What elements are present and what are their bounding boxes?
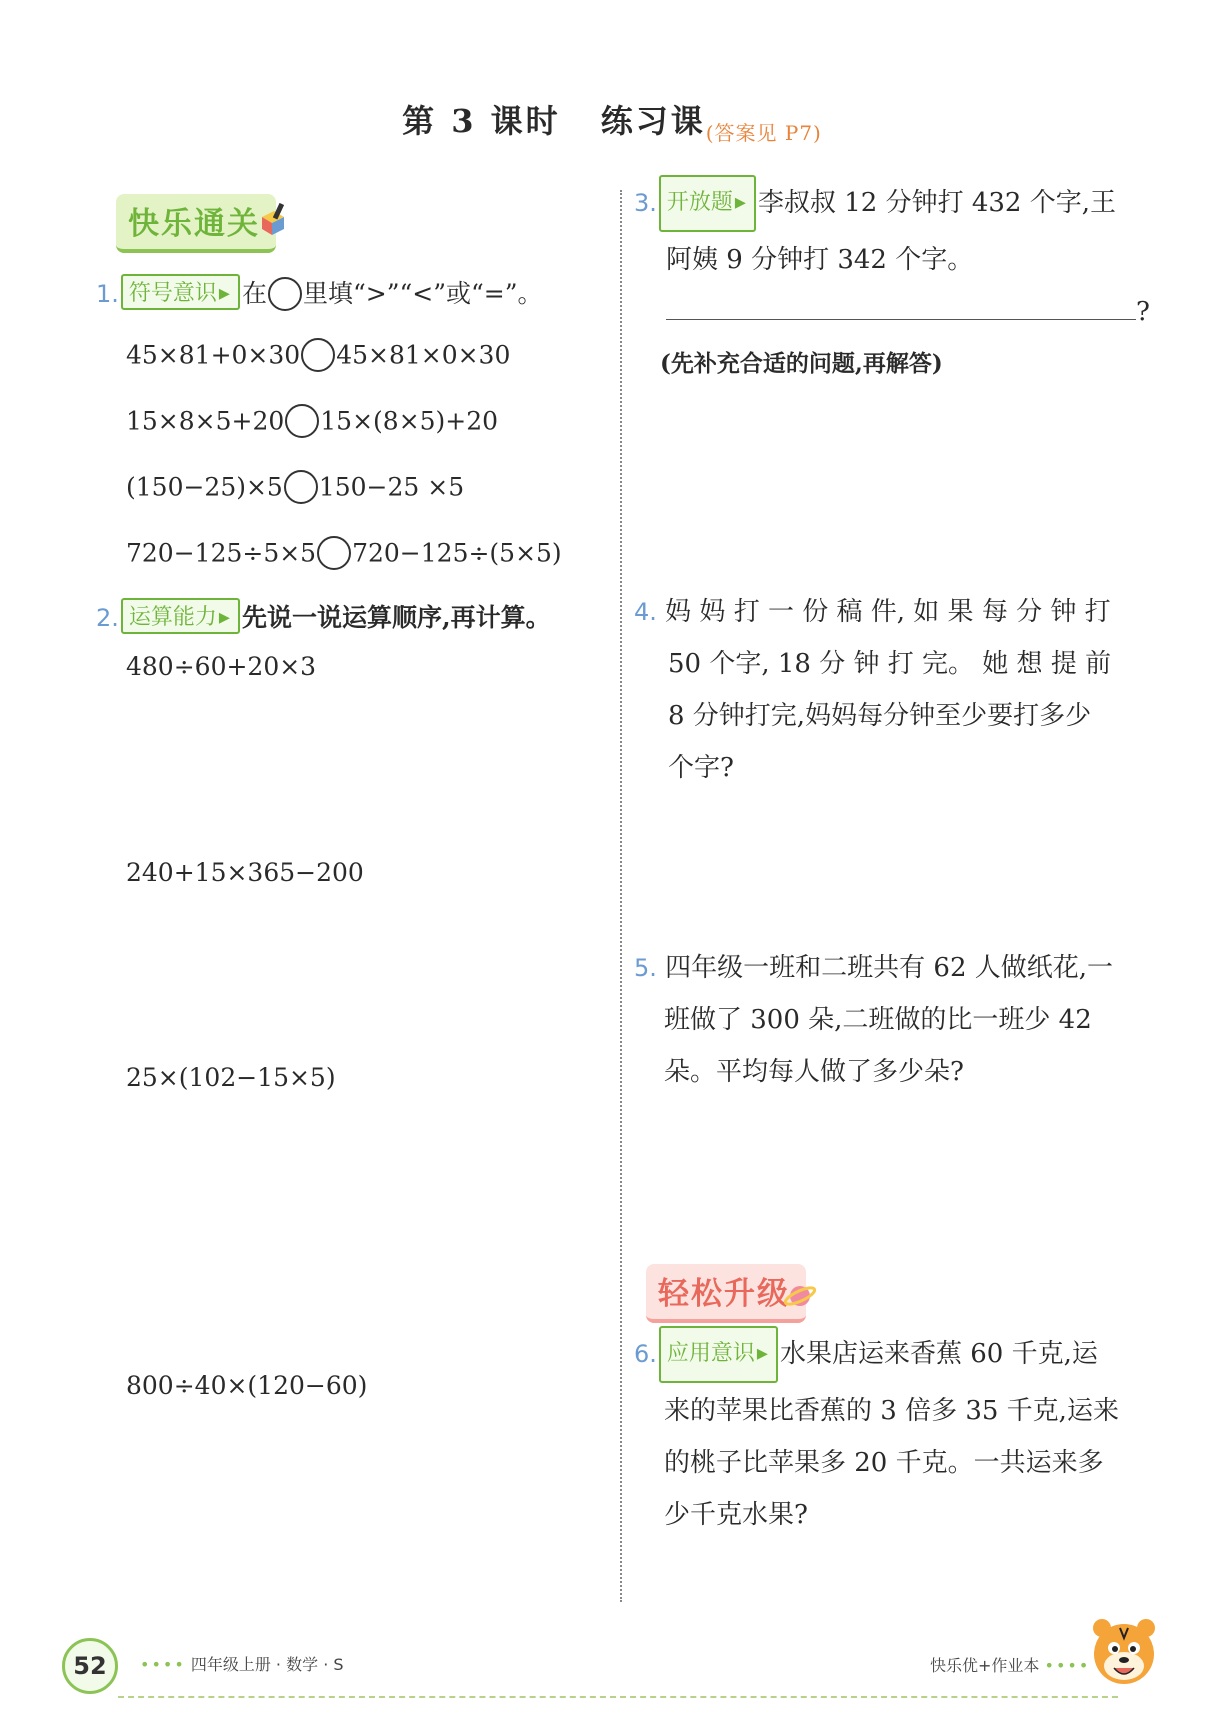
book-title: 四年级上册 · 数学 · S	[190, 1655, 344, 1674]
answer-circle[interactable]	[301, 338, 335, 372]
expression-right: 720−125÷(5×5)	[352, 538, 562, 568]
tiger-mascot-icon	[1086, 1610, 1162, 1692]
expression-right: 150−25 ×5	[318, 472, 465, 502]
question-text: 班做了 300 朵,二班做的比一班少 42	[664, 1005, 1092, 1035]
brand-name: 快乐优+作业本	[930, 1656, 1040, 1675]
page-title	[0, 96, 1224, 145]
question-mark: ?	[1136, 297, 1150, 327]
question-text: 的桃子比苹果多 20 千克。一共运来多	[664, 1448, 1104, 1478]
question-5	[634, 942, 1174, 1098]
question-4	[634, 586, 1174, 794]
prompt-text: 先说一说运算顺序,再计算。	[241, 603, 551, 632]
expression-left: (150−25)×5	[126, 472, 283, 502]
comparison-row	[126, 538, 562, 572]
question-text: 来的苹果比香蕉的 3 倍多 35 千克,运来	[664, 1396, 1119, 1426]
hint-text: (先补充合适的问题,再解答)	[660, 350, 943, 377]
skill-tag: 运算能力 ▸	[121, 598, 240, 634]
answer-circle[interactable]	[285, 404, 319, 438]
question-text: 朵。平均每人做了多少朵?	[664, 1057, 964, 1087]
comparison-row	[126, 340, 510, 374]
skill-tag: 开放题 ▸	[659, 175, 756, 232]
question-number: 1.	[96, 280, 119, 308]
prompt-text: 里填“>”“<”或“=”。	[302, 279, 543, 308]
question-text: 50 个字, 18 分 钟 打 完。 她 想 提 前	[668, 649, 1112, 679]
skill-tag: 应用意识 ▸	[659, 1326, 778, 1383]
question-text: 8 分钟打完,妈妈每分钟至少要打多少	[668, 701, 1092, 731]
expression-right: 45×81×0×30	[336, 340, 511, 370]
expression-left: 45×81+0×30	[126, 340, 301, 370]
question-6	[634, 1328, 1174, 1541]
lesson-name: 练习课	[600, 102, 706, 140]
comparison-row	[126, 406, 498, 440]
answer-circle[interactable]	[317, 536, 351, 570]
answer-circle	[268, 277, 302, 311]
section-banner-easy-upgrade	[646, 1264, 848, 1323]
section-banner-happy-pass	[116, 194, 312, 253]
book-info: •••• 四年级上册 · 数学 · S	[140, 1655, 344, 1674]
question-text: 个字?	[668, 753, 734, 783]
expression: 240+15×365−200	[126, 858, 364, 887]
question-number: 5.	[634, 954, 657, 982]
expression-right: 15×(8×5)+20	[320, 406, 499, 436]
expression-left: 15×8×5+20	[126, 406, 285, 436]
footer-divider	[118, 1696, 1118, 1698]
question-text: 水果店运来香蕉 60 千克,运	[779, 1339, 1098, 1369]
question-1-header	[96, 274, 543, 313]
expression: 480÷60+20×3	[126, 652, 317, 681]
expression: 25×(102−15×5)	[126, 1063, 336, 1092]
skill-tag: 符号意识 ▸	[121, 274, 240, 310]
question-text: 阿姨 9 分钟打 342 个字。	[666, 245, 974, 275]
question-text: 李叔叔 12 分钟打 432 个字,王	[757, 188, 1117, 218]
column-divider	[620, 190, 622, 1602]
brand-info: 快乐优+作业本 ••••	[930, 1656, 1091, 1675]
answer-circle[interactable]	[284, 470, 318, 504]
expression: 800÷40×(120−60)	[126, 1371, 368, 1400]
question-blank[interactable]	[666, 291, 1136, 320]
question-3	[634, 177, 1174, 390]
pencil-cube-icon	[258, 203, 288, 237]
page-number: 52	[62, 1638, 118, 1694]
prompt-text: 在	[241, 279, 267, 308]
question-text: 少千克水果?	[664, 1500, 808, 1530]
question-number: 6.	[634, 1340, 657, 1368]
question-number: 2.	[96, 604, 119, 632]
question-number: 4.	[634, 598, 657, 626]
easy-upgrade-label: 轻松升级	[646, 1264, 806, 1323]
question-number: 3.	[634, 189, 657, 217]
planet-icon	[782, 1279, 818, 1313]
comparison-row	[126, 472, 464, 506]
answer-reference: (答案见 P7)	[705, 121, 822, 145]
happy-pass-label: 快乐通关	[116, 194, 276, 253]
question-text: 妈 妈 打 一 份 稿 件, 如 果 每 分 钟 打	[665, 597, 1111, 627]
expression-left: 720−125÷5×5	[126, 538, 317, 568]
question-text: 四年级一班和二班共有 62 人做纸花,一	[665, 953, 1114, 983]
question-2-header	[96, 598, 551, 636]
lesson-number: 第 3 课时	[402, 102, 561, 140]
